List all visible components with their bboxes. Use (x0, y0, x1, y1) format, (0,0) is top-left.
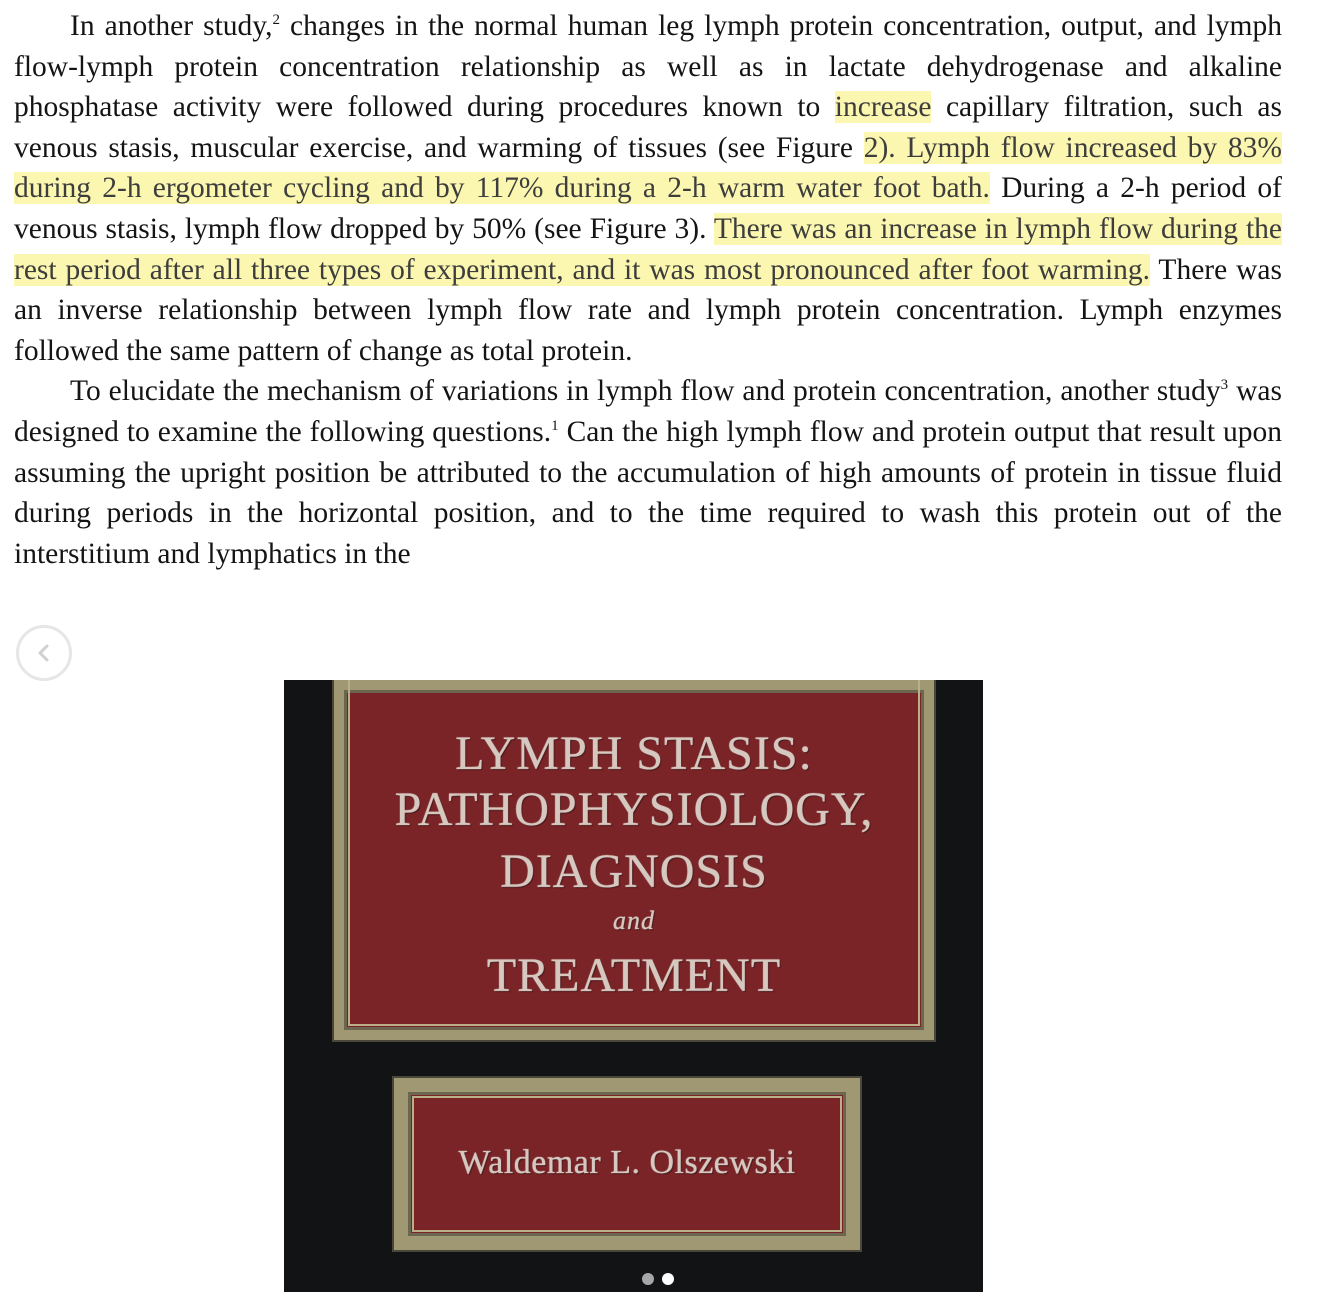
carousel-prev-button[interactable] (16, 625, 72, 681)
highlight-rest-period: There was an increase in lymph flow during the rest period after all three types of experiment, and it was most pronounced after foot warming. (14, 212, 1282, 286)
citation-2: 2 (272, 12, 280, 29)
carousel-pagination (642, 1273, 674, 1285)
author-plate (394, 1078, 860, 1250)
cover-title-line-2: PATHOPHYSIOLOGY, (394, 783, 874, 836)
cover-title-line-1: LYMPH STASIS: (455, 727, 813, 780)
book-cover-image (284, 680, 983, 1292)
cover-title-and: and (613, 906, 655, 935)
cover-author: Waldemar L. Olszewski (458, 1144, 796, 1181)
citation-1: 1 (551, 418, 559, 435)
cover-title-line-3: DIAGNOSIS (500, 845, 768, 898)
chevron-left-icon (32, 641, 56, 665)
title-plate (334, 680, 934, 1040)
carousel-dot-2[interactable] (662, 1273, 674, 1285)
citation-3: 3 (1220, 377, 1229, 394)
carousel-dot-1[interactable] (642, 1273, 654, 1285)
highlight-lymph-flow-increase: 2). Lymph flow increased by 83% during 2-h ergometer cycling and by 117% during a 2-h warm water foot bath. (14, 131, 1282, 205)
scanned-text-page (14, 6, 1282, 574)
paragraph-2: To elucidate the mechanism of variations in lymph flow and protein concentration, another study$^3$ was designed to examine the following questions.$^1$ Can the high lymph flow and protein output that result upon assuming the upright position be attributed to the accumulation of high amounts of protein in tissue fluid during periods in the horizontal position, and to the time required to wash this protein out of the interstitium and lymphatics in the (14, 375, 1282, 570)
cover-title-line-4: TREATMENT (486, 949, 782, 1002)
paragraph-1: In another study,$^2$ changes in the normal human leg lymph protein concentration, output, and lymph flow-lymph protein concentration relationship as well as in lactate dehydrogenase and alkaline phosphatase activity were followed during procedures known to increase capillary filtration, such as venous stasis, muscular exercise, and warming of tissues (see Figure 2). Lymph flow increased by 83% during 2-h ergometer cycling and by 117% during a 2-h warm water foot bath. During a 2-h period of venous stasis, lymph flow dropped by 50% (see Figure 3). There was an increase in lymph flow during the rest period after all three types of experiment, and it was most pronounced after foot warming. There was an inverse relationship between lymph flow rate and lymph protein concentration. Lymph enzymes followed the same pattern of change as total protein. (14, 10, 1282, 367)
highlight-increase: increase (834, 91, 932, 124)
